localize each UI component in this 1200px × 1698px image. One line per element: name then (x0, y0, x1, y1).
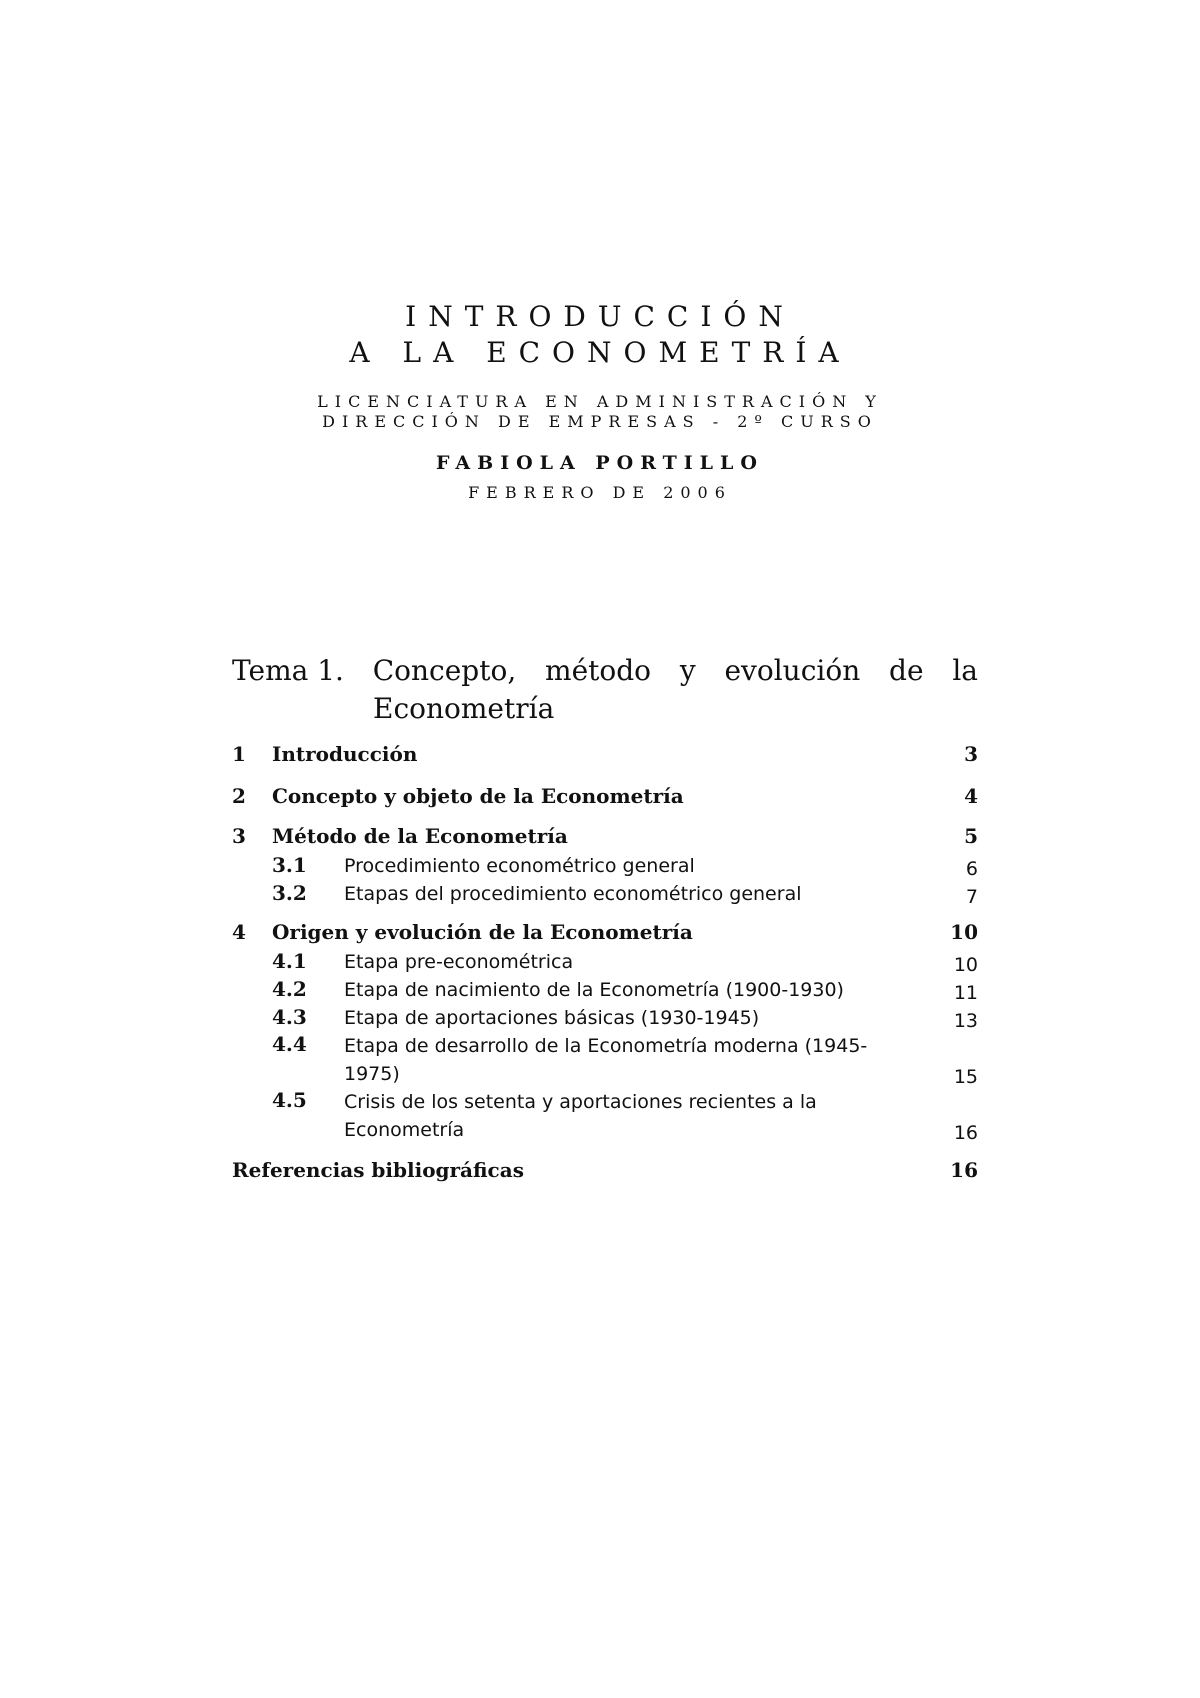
tema-word: Concepto, (372, 654, 517, 687)
toc-subsection-number: 4.3 (272, 1005, 307, 1029)
toc-page-number: 7 (965, 886, 978, 908)
toc-page-number: 13 (953, 1010, 978, 1032)
tema-word: y (679, 654, 696, 687)
toc-section-1[interactable] (232, 742, 978, 766)
subtitle-line2: DIRECCIÓN DE EMPRESAS - 2º CURSO (322, 412, 878, 431)
tema-word: Tema 1. (232, 654, 344, 687)
author: FABIOLA PORTILLO (436, 452, 764, 474)
toc-subsection-title-line1: Etapa de desarrollo de la Econometría moderna (1945- (344, 1035, 868, 1057)
toc-subsection-number: 4.1 (272, 949, 307, 973)
toc-section-number: 3 (232, 824, 246, 848)
toc-subsection-title-line1: Crisis de los setenta y aportaciones recientes a la (344, 1091, 817, 1113)
toc-subsection-number: 4.2 (272, 977, 307, 1001)
toc-section-number: 2 (232, 784, 246, 808)
toc-section-title: Origen y evolución de la Econometría (272, 920, 693, 944)
toc-subsection-title-line2: 1975) (344, 1063, 400, 1085)
date: FEBRERO DE 2006 (468, 483, 732, 502)
toc-subsection-4-1[interactable] (232, 948, 978, 976)
toc-page-number: 10 (953, 954, 978, 976)
document-title-line2: A LA ECONOMETRÍA (349, 336, 851, 369)
toc-subsection-title: Etapa pre-econométrica (344, 951, 574, 973)
toc-subsection-title: Etapa de aportaciones básicas (1930-1945) (344, 1007, 760, 1029)
toc-section-title: Método de la Econometría (272, 824, 568, 848)
toc-page-number: 4 (964, 784, 978, 808)
toc-subsection-number: 4.4 (272, 1032, 307, 1056)
toc-page-number: 5 (964, 824, 978, 848)
tema-word: método (545, 654, 652, 687)
toc-subsection-4-3[interactable] (232, 1004, 978, 1032)
document-title-line1: INTRODUCCIÓN (405, 300, 795, 333)
toc-references[interactable] (232, 1158, 978, 1182)
toc-subsection-4-5[interactable] (232, 1088, 978, 1144)
toc-subsection-4-4[interactable] (232, 1032, 978, 1088)
tema-word: de (889, 654, 924, 687)
toc-subsection-title: Procedimiento econométrico general (344, 855, 695, 877)
toc-page-number: 6 (965, 858, 978, 880)
tema-word: la (952, 654, 978, 687)
toc-subsection-title (344, 1088, 918, 1144)
toc-subsection-title-line2: Econometría (344, 1119, 465, 1141)
toc-page-number: 15 (953, 1066, 978, 1088)
toc-subsection-4-2[interactable] (232, 976, 978, 1004)
toc-section-3[interactable] (232, 824, 978, 848)
toc-section-number: 1 (232, 742, 246, 766)
toc-subsection-number: 3.2 (272, 881, 307, 905)
toc-subsection-title: Etapa de nacimiento de la Econometría (1900-1930) (344, 979, 844, 1001)
toc-section-title: Concepto y objeto de la Econometría (272, 784, 684, 808)
toc-subsection-number: 4.5 (272, 1088, 307, 1112)
tema-word: evolución (724, 654, 861, 687)
toc-page-number: 10 (950, 920, 978, 944)
tema-heading-line2: Econometría (373, 692, 555, 725)
subtitle-line1: LICENCIATURA EN ADMINISTRACIÓN Y (317, 392, 883, 411)
toc-section-2[interactable] (232, 784, 978, 808)
toc-references-title: Referencias bibliográficas (232, 1158, 524, 1182)
toc-subsection-3-1[interactable] (232, 852, 978, 880)
toc-page-number: 3 (964, 742, 978, 766)
tema-heading (232, 652, 978, 728)
toc-page-number: 16 (950, 1158, 978, 1182)
toc-section-title: Introducción (272, 742, 418, 766)
toc-section-4[interactable] (232, 920, 978, 944)
toc-subsection-title: Etapas del procedimiento econométrico general (344, 883, 802, 905)
toc-subsection-title (344, 1032, 918, 1088)
toc-page-number: 16 (953, 1122, 978, 1144)
toc-section-number: 4 (232, 920, 246, 944)
toc-subsection-3-2[interactable] (232, 880, 978, 908)
toc-subsection-number: 3.1 (272, 853, 307, 877)
tema-heading-line1 (232, 652, 978, 690)
toc-page-number: 11 (953, 982, 978, 1004)
